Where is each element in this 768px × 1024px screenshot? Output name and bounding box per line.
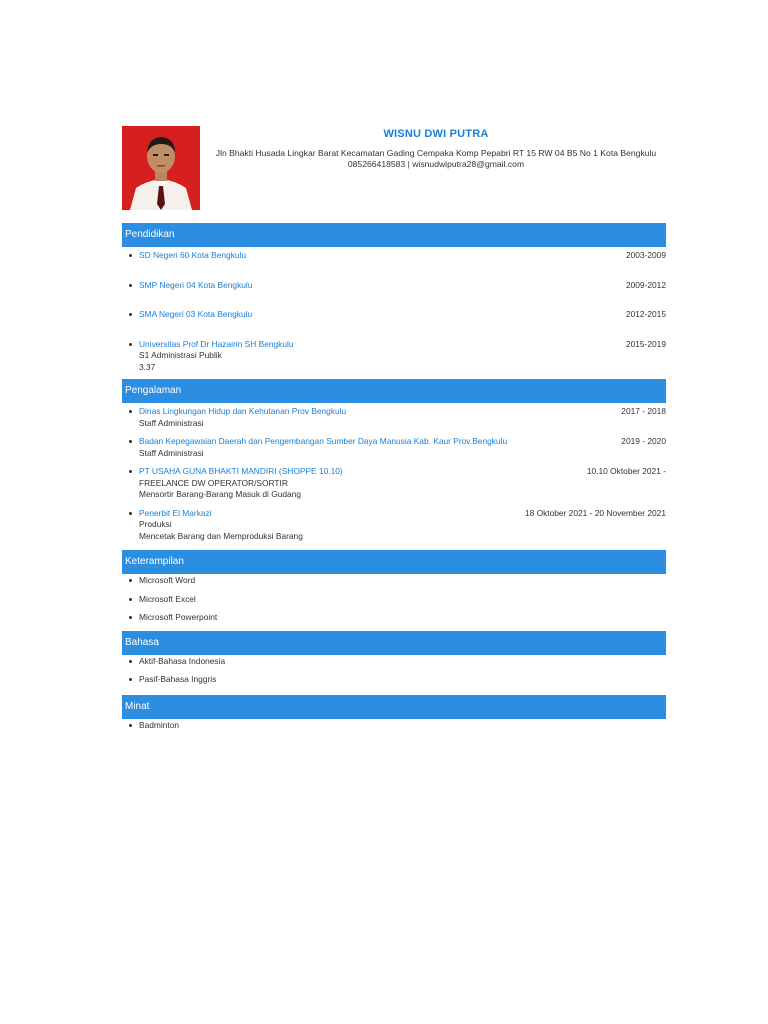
identity-block [206, 128, 666, 170]
portrait-image [122, 126, 200, 210]
experience-item [122, 508, 666, 543]
experience-heading: Pengalaman [122, 379, 666, 403]
education-heading: Pendidikan [122, 223, 666, 247]
education-item [122, 250, 666, 262]
language-item: Aktif-Bahasa Indonesia [122, 656, 666, 668]
experience-list [122, 406, 666, 542]
entry-date: 18 Oktober 2021 - 20 November 2021 [524, 507, 666, 518]
skill-item: Microsoft Excel [122, 594, 666, 606]
skill-item: Microsoft Word [122, 575, 666, 587]
skills-heading: Keterampilan [122, 550, 666, 574]
education-item [122, 280, 666, 292]
education-item [122, 339, 666, 374]
entry-date: 2015-2019 [625, 338, 666, 349]
entry-description: Mensortir Barang-Barang Masuk di Gudang [139, 489, 301, 499]
entry-title: Badan Kepegawaian Daerah dan Pengembangan Sumber Daya Manusia Kab. Kaur Prov.Bengkulu [139, 436, 508, 446]
entry-degree: S1 Administrasi Publik [139, 350, 222, 360]
entry-date: 2003-2009 [625, 250, 666, 260]
entry-title: SD Negeri 60 Kota Bengkulu [139, 250, 247, 260]
languages-heading: Bahasa [122, 631, 666, 655]
contact-text: 085266418583 | wisnudwiputra28@gmail.com [347, 159, 525, 169]
skill-item: Microsoft Powerpoint [122, 612, 666, 624]
education-list [122, 250, 666, 373]
entry-title: Universitas Prof Dr Hazairin SH Bengkulu [139, 338, 294, 349]
resume-header [122, 126, 666, 210]
interests-heading: Minat [122, 695, 666, 719]
interests-list [122, 720, 666, 732]
entry-date: 2017 - 2018 [621, 406, 666, 416]
address-text: Jln Bhakti Husada Lingkar Barat Kecamatan Gading Cempaka Komp Pepabri RT 15 RW 04 B5 No 1 Kota Bengkulu [215, 148, 657, 158]
entry-title: SMA Negeri 03 Kota Bengkulu [139, 309, 253, 319]
entry-title: Dinas Lingkungan Hidup dan Kehutanan Prov Bengkulu [139, 406, 347, 416]
entry-date: 2009-2012 [625, 279, 666, 290]
interest-item: Badminton [122, 720, 666, 732]
entry-date: 2019 - 2020 [621, 436, 666, 446]
profile-photo [122, 126, 200, 210]
languages-list [122, 656, 666, 686]
entry-title: PT USAHA GUNA BHAKTI MANDIRI (SHOPPE 10.10) [139, 466, 343, 476]
skills-list [122, 575, 666, 624]
entry-role: Staff Administrasi [139, 417, 204, 428]
entry-role: Produksi [139, 519, 172, 529]
full-name: WISNU DWI PUTRA [383, 128, 489, 140]
entry-title: SMP Negeri 04 Kota Bengkulu [139, 279, 253, 290]
resume-page [122, 126, 666, 731]
entry-title: Penerbit El Markazi [139, 507, 212, 518]
experience-item [122, 466, 666, 501]
entry-role: FREELANCE DW OPERATOR/SORTIR [139, 477, 288, 488]
experience-item [122, 436, 666, 459]
entry-description: Mencetak Barang dan Memproduksi Barang [139, 530, 303, 541]
language-item: Pasif-Bahasa Inggris [122, 674, 666, 686]
entry-date: 10.10 Oktober 2021 - [586, 466, 666, 476]
entry-date: 2012-2015 [625, 309, 666, 319]
entry-role: Staff Administrasi [139, 447, 204, 458]
education-item [122, 309, 666, 321]
experience-item [122, 406, 666, 429]
entry-gpa: 3.37 [139, 361, 156, 372]
